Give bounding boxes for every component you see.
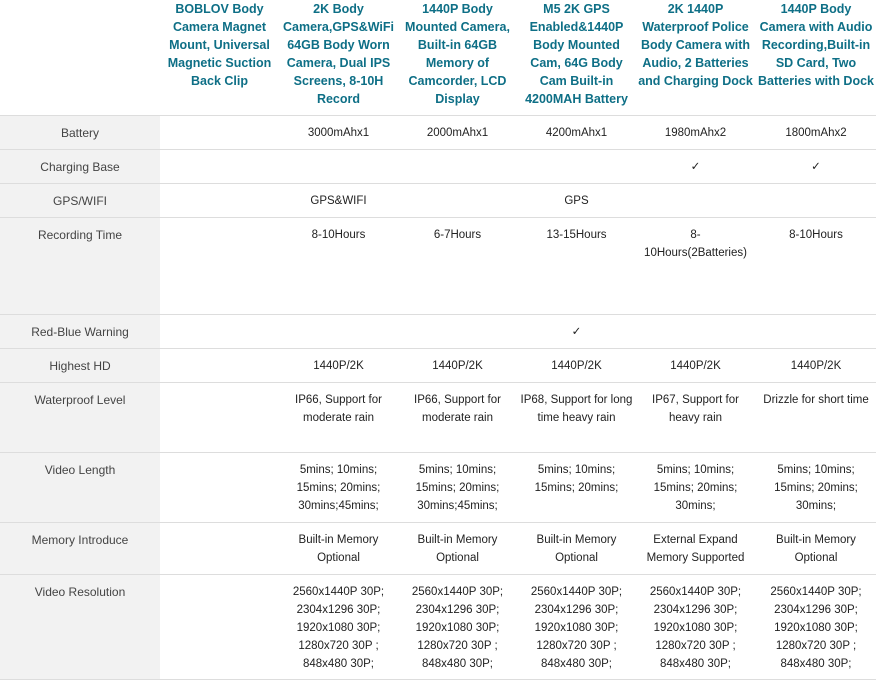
table-cell: Built-in Memory Optional — [279, 523, 398, 575]
header-empty-cell — [0, 0, 160, 116]
table-cell: IP67, Support for heavy rain — [636, 383, 755, 453]
row-label: Recording Time — [0, 218, 160, 315]
table-cell — [160, 150, 279, 184]
table-cell: 5mins; 10mins; 15mins; 20mins; 30mins; — [636, 453, 755, 523]
product-title-link[interactable]: 2K 1440P Waterproof Police Body Camera with Audio, 2 Batteries and Charging Dock — [636, 0, 755, 116]
table-cell: IP66, Support for moderate rain — [398, 383, 517, 453]
table-cell: 1440P/2K — [398, 349, 517, 383]
table-cell — [160, 349, 279, 383]
table-cell: IP68, Support for long time heavy rain — [517, 383, 636, 453]
table-cell: 5mins; 10mins; 15mins; 20mins; 30mins;45mins; — [279, 453, 398, 523]
table-cell: 2560x1440P 30P; 2304x1296 30P; 1920x1080 30P; 1280x720 30P ; 848x480 30P; — [398, 575, 517, 680]
table-cell: 2560x1440P 30P; 2304x1296 30P; 1920x1080 30P; 1280x720 30P ; 848x480 30P; — [636, 575, 755, 680]
table-row — [0, 383, 876, 453]
table-cell — [160, 315, 279, 349]
table-cell: 2560x1440P 30P; 2304x1296 30P; 1920x1080 30P; 1280x720 30P ; 848x480 30P; — [755, 575, 876, 680]
table-row — [0, 218, 876, 315]
product-title-link[interactable]: M5 2K GPS Enabled&1440P Body Mounted Cam, 64G Body Cam Built-in 4200MAH Battery — [517, 0, 636, 116]
table-cell: 1440P/2K — [636, 349, 755, 383]
table-cell: Drizzle for short time — [755, 383, 876, 453]
table-row — [0, 116, 876, 150]
table-cell: IP66, Support for moderate rain — [279, 383, 398, 453]
table-cell — [517, 150, 636, 184]
row-label: Memory Introduce — [0, 523, 160, 575]
table-cell: 1440P/2K — [755, 349, 876, 383]
product-title-link[interactable]: 2K Body Camera,GPS&WiFi 64GB Body Worn Camera, Dual IPS Screens, 8-10H Record — [279, 0, 398, 116]
table-row — [0, 184, 876, 218]
table-cell: 6-7Hours — [398, 218, 517, 315]
row-label: Video Length — [0, 453, 160, 523]
table-row — [0, 150, 876, 184]
table-cell — [755, 184, 876, 218]
table-cell — [398, 315, 517, 349]
table-cell — [398, 184, 517, 218]
table-cell — [636, 315, 755, 349]
row-label: Waterproof Level — [0, 383, 160, 453]
check-mark-icon: ✓ — [755, 150, 876, 184]
table-cell: 8-10Hours(2Batteries) — [636, 218, 755, 315]
table-cell — [160, 383, 279, 453]
table-cell: GPS&WIFI — [279, 184, 398, 218]
row-label: Battery — [0, 116, 160, 150]
product-title-link[interactable]: 1440P Body Camera with Audio Recording,Built-in SD Card, Two Batteries with Dock — [755, 0, 876, 116]
product-header-row — [0, 0, 876, 116]
table-row — [0, 315, 876, 349]
table-cell: 5mins; 10mins; 15mins; 20mins; 30mins;45mins; — [398, 453, 517, 523]
table-cell — [636, 184, 755, 218]
table-cell: 1800mAhx2 — [755, 116, 876, 150]
table-cell: Built-in Memory Optional — [398, 523, 517, 575]
table-cell: Built-in Memory Optional — [517, 523, 636, 575]
table-cell — [398, 150, 517, 184]
table-cell: 5mins; 10mins; 15mins; 20mins; 30mins; — [755, 453, 876, 523]
row-label: Highest HD — [0, 349, 160, 383]
product-title-link[interactable]: BOBLOV Body Camera Magnet Mount, Universal Magnetic Suction Back Clip — [160, 0, 279, 116]
table-cell: 1980mAhx2 — [636, 116, 755, 150]
table-row — [0, 349, 876, 383]
row-label: Red-Blue Warning — [0, 315, 160, 349]
table-cell — [160, 523, 279, 575]
table-cell — [279, 150, 398, 184]
row-label: Charging Base — [0, 150, 160, 184]
table-cell: 1440P/2K — [517, 349, 636, 383]
table-cell: 1440P/2K — [279, 349, 398, 383]
check-mark-icon: ✓ — [517, 315, 636, 349]
table-cell: 13-15Hours — [517, 218, 636, 315]
table-cell: 8-10Hours — [755, 218, 876, 315]
table-cell — [755, 315, 876, 349]
row-label: Video Resolution — [0, 575, 160, 680]
table-cell: External Expand Memory Supported — [636, 523, 755, 575]
table-cell: 3000mAhx1 — [279, 116, 398, 150]
table-cell: 2000mAhx1 — [398, 116, 517, 150]
product-title-link[interactable]: 1440P Body Mounted Camera, Built-in 64GB Memory of Camcorder, LCD Display — [398, 0, 517, 116]
table-cell — [160, 575, 279, 680]
table-cell — [160, 218, 279, 315]
table-cell: 2560x1440P 30P; 2304x1296 30P; 1920x1080 30P; 1280x720 30P ; 848x480 30P; — [279, 575, 398, 680]
check-mark-icon: ✓ — [636, 150, 755, 184]
table-row — [0, 453, 876, 523]
table-cell: GPS — [517, 184, 636, 218]
table-cell — [279, 315, 398, 349]
table-cell: 2560x1440P 30P; 2304x1296 30P; 1920x1080 30P; 1280x720 30P ; 848x480 30P; — [517, 575, 636, 680]
table-cell: 8-10Hours — [279, 218, 398, 315]
table-cell: Built-in Memory Optional — [755, 523, 876, 575]
table-cell — [160, 453, 279, 523]
table-cell — [160, 184, 279, 218]
table-cell: 4200mAhx1 — [517, 116, 636, 150]
table-cell: 5mins; 10mins; 15mins; 20mins; — [517, 453, 636, 523]
row-label: GPS/WIFI — [0, 184, 160, 218]
table-cell — [160, 116, 279, 150]
table-row — [0, 575, 876, 680]
table-row — [0, 523, 876, 575]
